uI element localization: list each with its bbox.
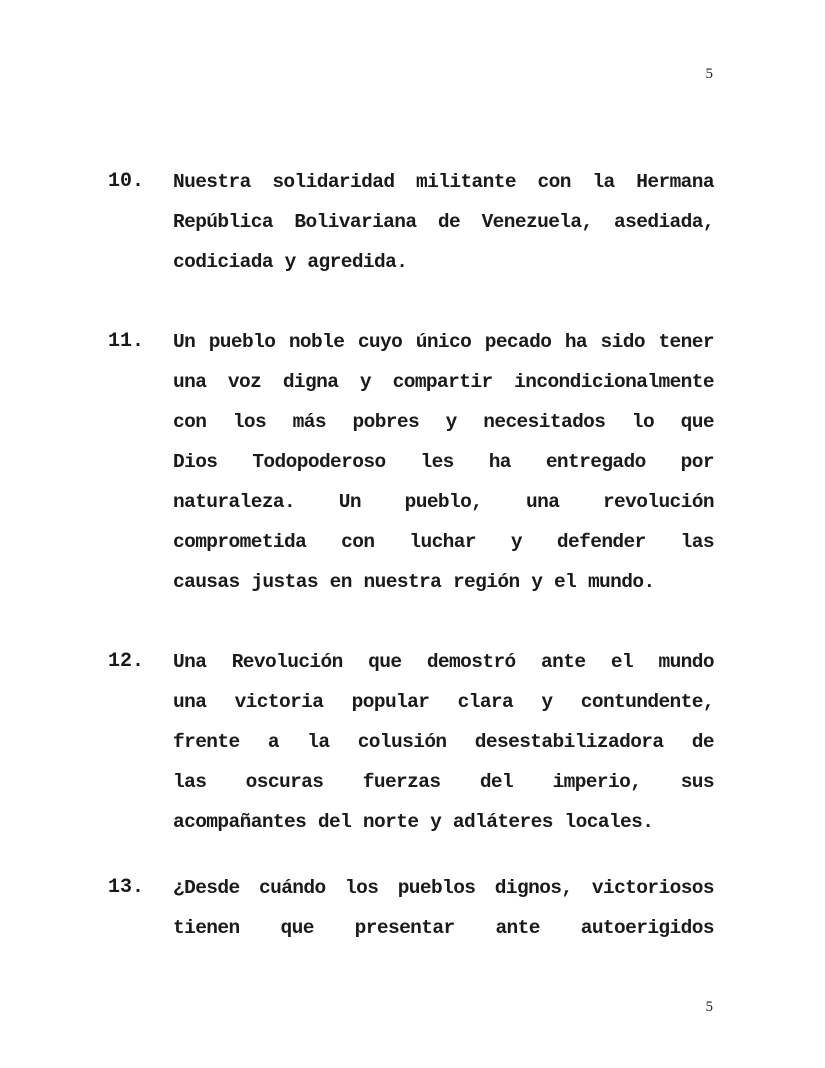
word: el — [610, 651, 634, 673]
word: clara — [457, 691, 514, 713]
word: a — [267, 731, 279, 753]
text-line — [173, 908, 714, 948]
word: mundo. — [587, 571, 655, 593]
text-line — [173, 442, 714, 482]
item-text — [173, 868, 714, 948]
word: pueblos — [397, 877, 476, 899]
word: popular — [351, 691, 430, 713]
word: más — [292, 411, 326, 433]
word: noble — [288, 331, 345, 353]
word: ante — [495, 917, 540, 939]
word: asediada, — [614, 211, 714, 233]
text-line — [173, 868, 714, 908]
word: los — [232, 411, 267, 433]
word: comprometida — [173, 531, 307, 553]
text-line — [173, 722, 714, 762]
text-line — [173, 162, 714, 202]
word: las — [173, 771, 207, 793]
word: adláteres — [452, 811, 553, 833]
word: Nuestra — [173, 171, 251, 193]
list-item-10 — [108, 162, 714, 282]
word: República — [173, 211, 273, 233]
word: sido — [600, 331, 645, 353]
word: norte — [362, 811, 419, 833]
word: dignos, — [494, 877, 573, 899]
word: militante — [416, 171, 516, 193]
word: digna — [282, 371, 339, 393]
word: una — [525, 491, 560, 513]
text-line — [173, 202, 714, 242]
word: el — [554, 571, 577, 593]
word: Hermana — [636, 171, 714, 193]
word: y — [510, 531, 522, 553]
item-number: 11. — [108, 330, 145, 353]
word: agredida. — [307, 251, 408, 273]
text-line — [173, 802, 714, 842]
word: pueblo — [208, 331, 276, 353]
word: con — [537, 171, 571, 193]
word: Dios — [173, 451, 218, 473]
word: luchar — [409, 531, 476, 553]
list-item-11 — [108, 322, 714, 602]
word: entregado — [545, 451, 646, 473]
text-line — [173, 682, 714, 722]
word: que — [368, 651, 402, 673]
word: mundo — [658, 651, 714, 673]
item-text — [173, 162, 714, 282]
word: la — [307, 731, 330, 753]
word: la — [592, 171, 615, 193]
word: único — [415, 331, 472, 353]
word: Todopoderoso — [252, 451, 386, 473]
text-line — [173, 402, 714, 442]
word: victoriosos — [591, 877, 714, 899]
word: victoria — [234, 691, 324, 713]
word: locales. — [564, 811, 654, 833]
word: les — [420, 451, 454, 473]
word: naturaleza. — [173, 491, 296, 513]
word: y — [359, 371, 372, 393]
item-text — [173, 642, 714, 842]
text-line — [173, 242, 714, 282]
text-line — [173, 482, 714, 522]
word: lo — [631, 411, 655, 433]
word: justas — [251, 571, 318, 593]
word: del — [479, 771, 514, 793]
word: una — [173, 691, 207, 713]
word: revolución — [602, 491, 714, 513]
word: fuerzas — [362, 771, 441, 793]
word: colusión — [357, 731, 447, 753]
list-item-13 — [108, 868, 714, 948]
word: presentar — [354, 917, 455, 939]
word: autoerigidos — [580, 917, 714, 939]
item-number: 10. — [108, 170, 145, 193]
word: tener — [658, 331, 714, 353]
text-line — [173, 362, 714, 402]
word: que — [680, 411, 714, 433]
word: del — [317, 811, 352, 833]
word: oscuras — [245, 771, 324, 793]
item-number: 12. — [108, 650, 145, 673]
word: incondicionalmente — [514, 371, 714, 393]
word: ¿Desde — [173, 877, 240, 899]
word: codiciada — [173, 251, 273, 273]
word: causas — [173, 571, 240, 593]
word: tienen — [173, 917, 240, 939]
word: compartir — [392, 371, 493, 393]
word: Venezuela, — [481, 211, 593, 233]
word: solidaridad — [272, 171, 395, 193]
word: Revolución — [231, 651, 343, 673]
word: y — [284, 251, 296, 273]
word: con — [173, 411, 207, 433]
word: nuestra — [363, 571, 442, 593]
word: y — [531, 571, 543, 593]
word: y — [430, 811, 442, 833]
word: Una — [173, 651, 207, 673]
word: ha — [564, 331, 588, 353]
item-number: 13. — [108, 876, 145, 899]
text-line — [173, 522, 714, 562]
text-line — [173, 562, 714, 602]
word: ante — [541, 651, 586, 673]
word: cuándo — [259, 877, 326, 899]
page-number-bottom: 5 — [705, 999, 713, 1015]
word: y — [541, 691, 553, 713]
word: en — [329, 571, 352, 593]
word: frente — [173, 731, 240, 753]
word: imperio, — [552, 771, 642, 793]
word: Un — [338, 491, 361, 513]
word: de — [691, 731, 714, 753]
item-text — [173, 322, 714, 602]
word: pueblo, — [404, 491, 483, 513]
word: acompañantes — [173, 811, 307, 833]
word: sus — [680, 771, 714, 793]
word: demostró — [426, 651, 516, 673]
word: por — [680, 451, 714, 473]
page-number-top: 5 — [705, 66, 713, 82]
word: que — [280, 917, 314, 939]
word: y — [445, 411, 457, 433]
word: pecado — [484, 331, 552, 353]
list-item-12 — [108, 642, 714, 842]
word: las — [680, 531, 714, 553]
text-line — [173, 642, 714, 682]
text-line — [173, 322, 714, 362]
word: región — [452, 571, 520, 593]
word: contundente, — [580, 691, 714, 713]
word: necesitados — [483, 411, 606, 433]
word: una — [173, 371, 207, 393]
word: voz — [227, 371, 262, 393]
word: Un — [173, 331, 196, 353]
word: ha — [488, 451, 511, 473]
word: cuyo — [357, 331, 403, 353]
word: con — [341, 531, 375, 553]
word: pobres — [352, 411, 420, 433]
word: de — [437, 211, 461, 233]
word: desestabilizadora — [474, 731, 664, 753]
text-line — [173, 762, 714, 802]
word: Bolivariana — [294, 211, 417, 233]
word: defender — [556, 531, 646, 553]
word: los — [345, 877, 379, 899]
